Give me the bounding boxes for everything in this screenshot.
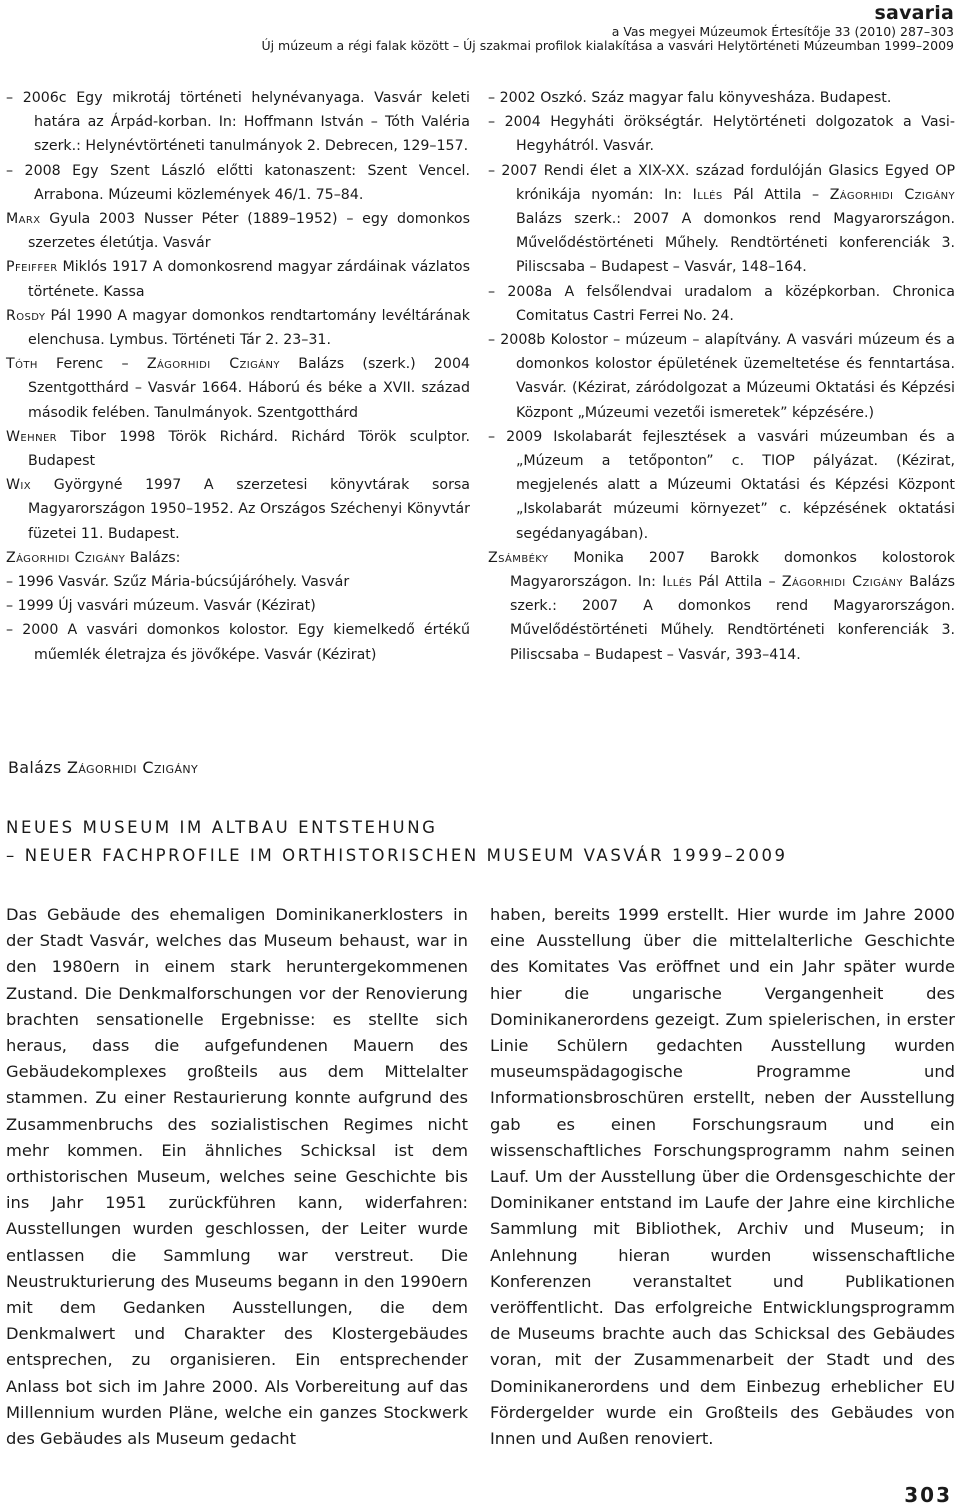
reference-author: Rosdy [6, 307, 46, 324]
reference-entry: – 2006c Egy mikrotáj történeti helynévanyaga. Vasvár keleti határa az Árpád-korban. In: Hoffmann István – Tóth Valéria szerk.: Helynévtörténeti tanulmányok 2. Debrecen, 129–157. [6, 90, 470, 155]
bibliography-right-column [488, 86, 955, 667]
summary-paragraph: Das Gebäude des ehemaligen Dominikanerklosters in der Stadt Vasvár, welches das Museum behaust, war in den 1980ern in einem stark heruntergekommenen Zustand. Die Denkmalforschungen vor der Renovierung brachten sensationelle Ergebnisse: es stellte sich heraus, dass die aufgefundenen Mauern des Gebäudekomplexes großteils aus dem Mittelalter stammen. Zu einer Restaurierung konnte aufgrund des Zusammenbruchs des sozialistischen Regimes nicht mehr kommen. Ein ähnliches Schicksal ist dem orthistorischen Museum, welches seine Geschichte bis ins Jahr 1951 zurückführen kann, widerfahren: Ausstellungen wurden geschlossen, der Leiter wurde entlassen die Sammlung war verstreut. Die Neustrukturierung des Museums begann in den 1990ern mit dem Gedanken Ausstellungen, die dem Denkmalwert und Charakter des Klostergebäudes entsprechen, zu organisieren. Ein entsprechender Anlass bot sich im Jahre 2000. Als Vorbereitung auf das Millennium wurden Pläne, welche ein ganzes Stockwerk des Gebäudes als Museum gedacht [6, 905, 468, 1449]
journal-subtitle: a Vas megyei Múzeumok Értesítője 33 (2010) 287–303 [611, 23, 954, 39]
reference-author: Zágorhidi Czigány [781, 574, 903, 591]
reference-entry: Rosdy Pál 1990 A magyar domonkos rendtartomány levéltárának elenchusa. Lymbus. Történeti Tár 2. 23–31. [6, 307, 470, 349]
reference-entry: Wehner Tibor 1998 Török Richárd. Richárd Török sculptor. Budapest [6, 428, 470, 470]
reference-entry: Tóth Ferenc – Zágorhidi Czigány Balázs (szerk.) 2004 Szentgotthárd – Vasvár 1664. Háború és béke a XVII. század második felében. Tanulmányok. Szentgotthárd [6, 356, 471, 421]
reference-entry: Zsámbéky Monika 2007 Barokk domonkos kolostorok Magyarországon. In: Illés Pál Attila – Zágorhidi Czigány Balázs szerk.: 2007 A domonkos rend Magyarországon. Művelődéstörténeti Műhely. Rendtörténeti konferenciák 3. Piliscsaba – Budapest – Vasvár, 393–414. [488, 549, 955, 663]
reference-author: Zsámbéky [488, 549, 549, 566]
reference-entry: – 2008b Kolostor – múzeum – alapítvány. A vasvári múzeum és a domonkos kolostor épületének üzemeltetése és fenntartása. Vasvár. (Kézirat, záródolgozat a Múzeumi Oktatási és Képzési Központ „Múzeumi vezetői ismeretek” képzésére.) [488, 332, 955, 421]
reference-entry: – 2000 A vasvári domonkos kolostor. Egy kiemelkedő értékű műemlék életrajza és jövőképe. Vasvár (Kézirat) [6, 622, 470, 663]
reference-entry: – 2002 Oszkó. Száz magyar falu könyvesháza. Budapest. [488, 90, 892, 106]
reference-entry: – 2009 Iskolabarát fejlesztések a vasvári múzeumban és a „Múzeum a tetőponton” c. TIOP pályázat. (Kézirat, megjelenés alatt a Múzeumi Oktatási és Képzési Központ „Iskolabarát múzeumi környezet” c. képzésének oktatási segédanyagában). [488, 428, 955, 542]
reference-author: Illés [692, 186, 723, 203]
reference-author: Zágorhidi Czigány [146, 356, 280, 373]
reference-author: Marx [6, 211, 41, 228]
reference-entry: Wix Györgyné 1997 A szerzetesi könyvtárak sorsa Magyarországon 1950–1952. Az Országos Széchenyi Könyvtár füzetei 11. Budapest. [6, 477, 470, 542]
reference-entry: Pfeiffer Miklós 1917 A domonkosrend magyar zárdáinak vázlatos története. Kassa [6, 259, 470, 300]
reference-entry: – 1999 Új vasvári múzeum. Vasvár (Kézirat) [6, 598, 316, 615]
summary-paragraph: haben, bereits 1999 erstellt. Hier wurde im Jahre 2000 eine Ausstellung über die mittelalterliche Geschichte des Komitates Vas eröffnet und ein Jahr später wurde hier die ungarische Vergangenheit des Dominikanerordens gezeigt. Zum spielerischen, in erster Linie Schülern gedachten Ausstellung wurden museumspädagogische Programme und Informationsbroschüren erstellt, neben der Ausstellung gab es einen Forschungsraum und ein wissenschaftliches Forschungsprogramm nahm seinen Lauf. Um der Ausstellung über die Ordensgeschichte der Dominikaner entstand im Laufe der Jahre eine kirchliche Sammlung mit Bibliothek, Archiv und Museum; in Anlehnung hieran wurden wissenschaftliche Konferenzen veranstaltet und Publikationen veröffentlicht. Das erfolgreiche Entwicklungsprogramm de Museums brachte auch das Schicksal des Gebäudes voran, mit der Zusammenarbeit der Stadt und des Dominikanerordens und dem Einbezug erheblicher EU Fördergelder wurde ein Großteils des Gebäudes von Innen und Außen renoviert. [490, 905, 955, 1449]
summary-left-column [6, 902, 468, 1452]
reference-entry: – 2007 Rendi élet a XIX-XX. század fordulóján Glasics Egyed OP krónikája nyomán: In: Illés Pál Attila – Zágorhidi Czigány Balázs szerk.: 2007 A domonkos rend Magyarországon. Művelődéstörténeti Műhely. Rendtörténeti konferenciák 3. Piliscsaba – Budapest – Vasvár, 148–164. [488, 162, 955, 276]
bibliography-left-column [6, 86, 470, 667]
reference-entry: Zágorhidi Czigány Balázs: [6, 549, 181, 566]
reference-author: Illés [662, 574, 693, 591]
reference-author: Pfeiffer [6, 259, 58, 276]
summary-title-line-1: NEUES MUSEUM IM ALTBAU ENTSTEHUNG [6, 818, 438, 837]
summary-author: Balázs Zágorhidi Czigány [8, 758, 199, 777]
reference-entry: Marx Gyula 2003 Nusser Péter (1889–1952) – egy domonkos szerzetes életútja. Vasvár [6, 211, 470, 252]
reference-author: Tóth [6, 356, 38, 373]
journal-title: savaria [874, 2, 954, 24]
reference-author: Wehner [6, 428, 58, 445]
running-header [261, 3, 954, 54]
reference-entry: – 2008 Egy Szent László előtti katonaszent: Szent Vencel. Arrabona. Múzeumi közlemények 46/1. 75–84. [6, 162, 470, 203]
reference-author: Zágorhidi Czigány [6, 549, 126, 566]
reference-author: Zágorhidi Czigány [829, 186, 955, 203]
summary-right-column [490, 902, 955, 1452]
reference-author: Wix [6, 477, 32, 494]
reference-entry: – 1996 Vasvár. Szűz Mária-búcsújáróhely. Vasvár [6, 574, 350, 591]
page-number: 303 [904, 1483, 952, 1507]
summary-title-line-2: – NEUER FACHPROFILE IM ORTHISTORISCHEN MUSEUM VASVÁR 1999–2009 [6, 846, 788, 865]
reference-entry: – 2004 Hegyháti örökségtár. Helytörténeti dolgozatok a Vasi-Hegyhátról. Vasvár. [488, 114, 955, 155]
article-running-title: Új múzeum a régi falak között – Új szakmai profilok kialakítása a vasvári Helytörténeti Múzeumban 1999–2009 [261, 38, 954, 54]
reference-entry: – 2008a A felsőlendvai uradalom a középkorban. Chronica Comitatus Castri Ferrei No. 24. [488, 283, 955, 324]
